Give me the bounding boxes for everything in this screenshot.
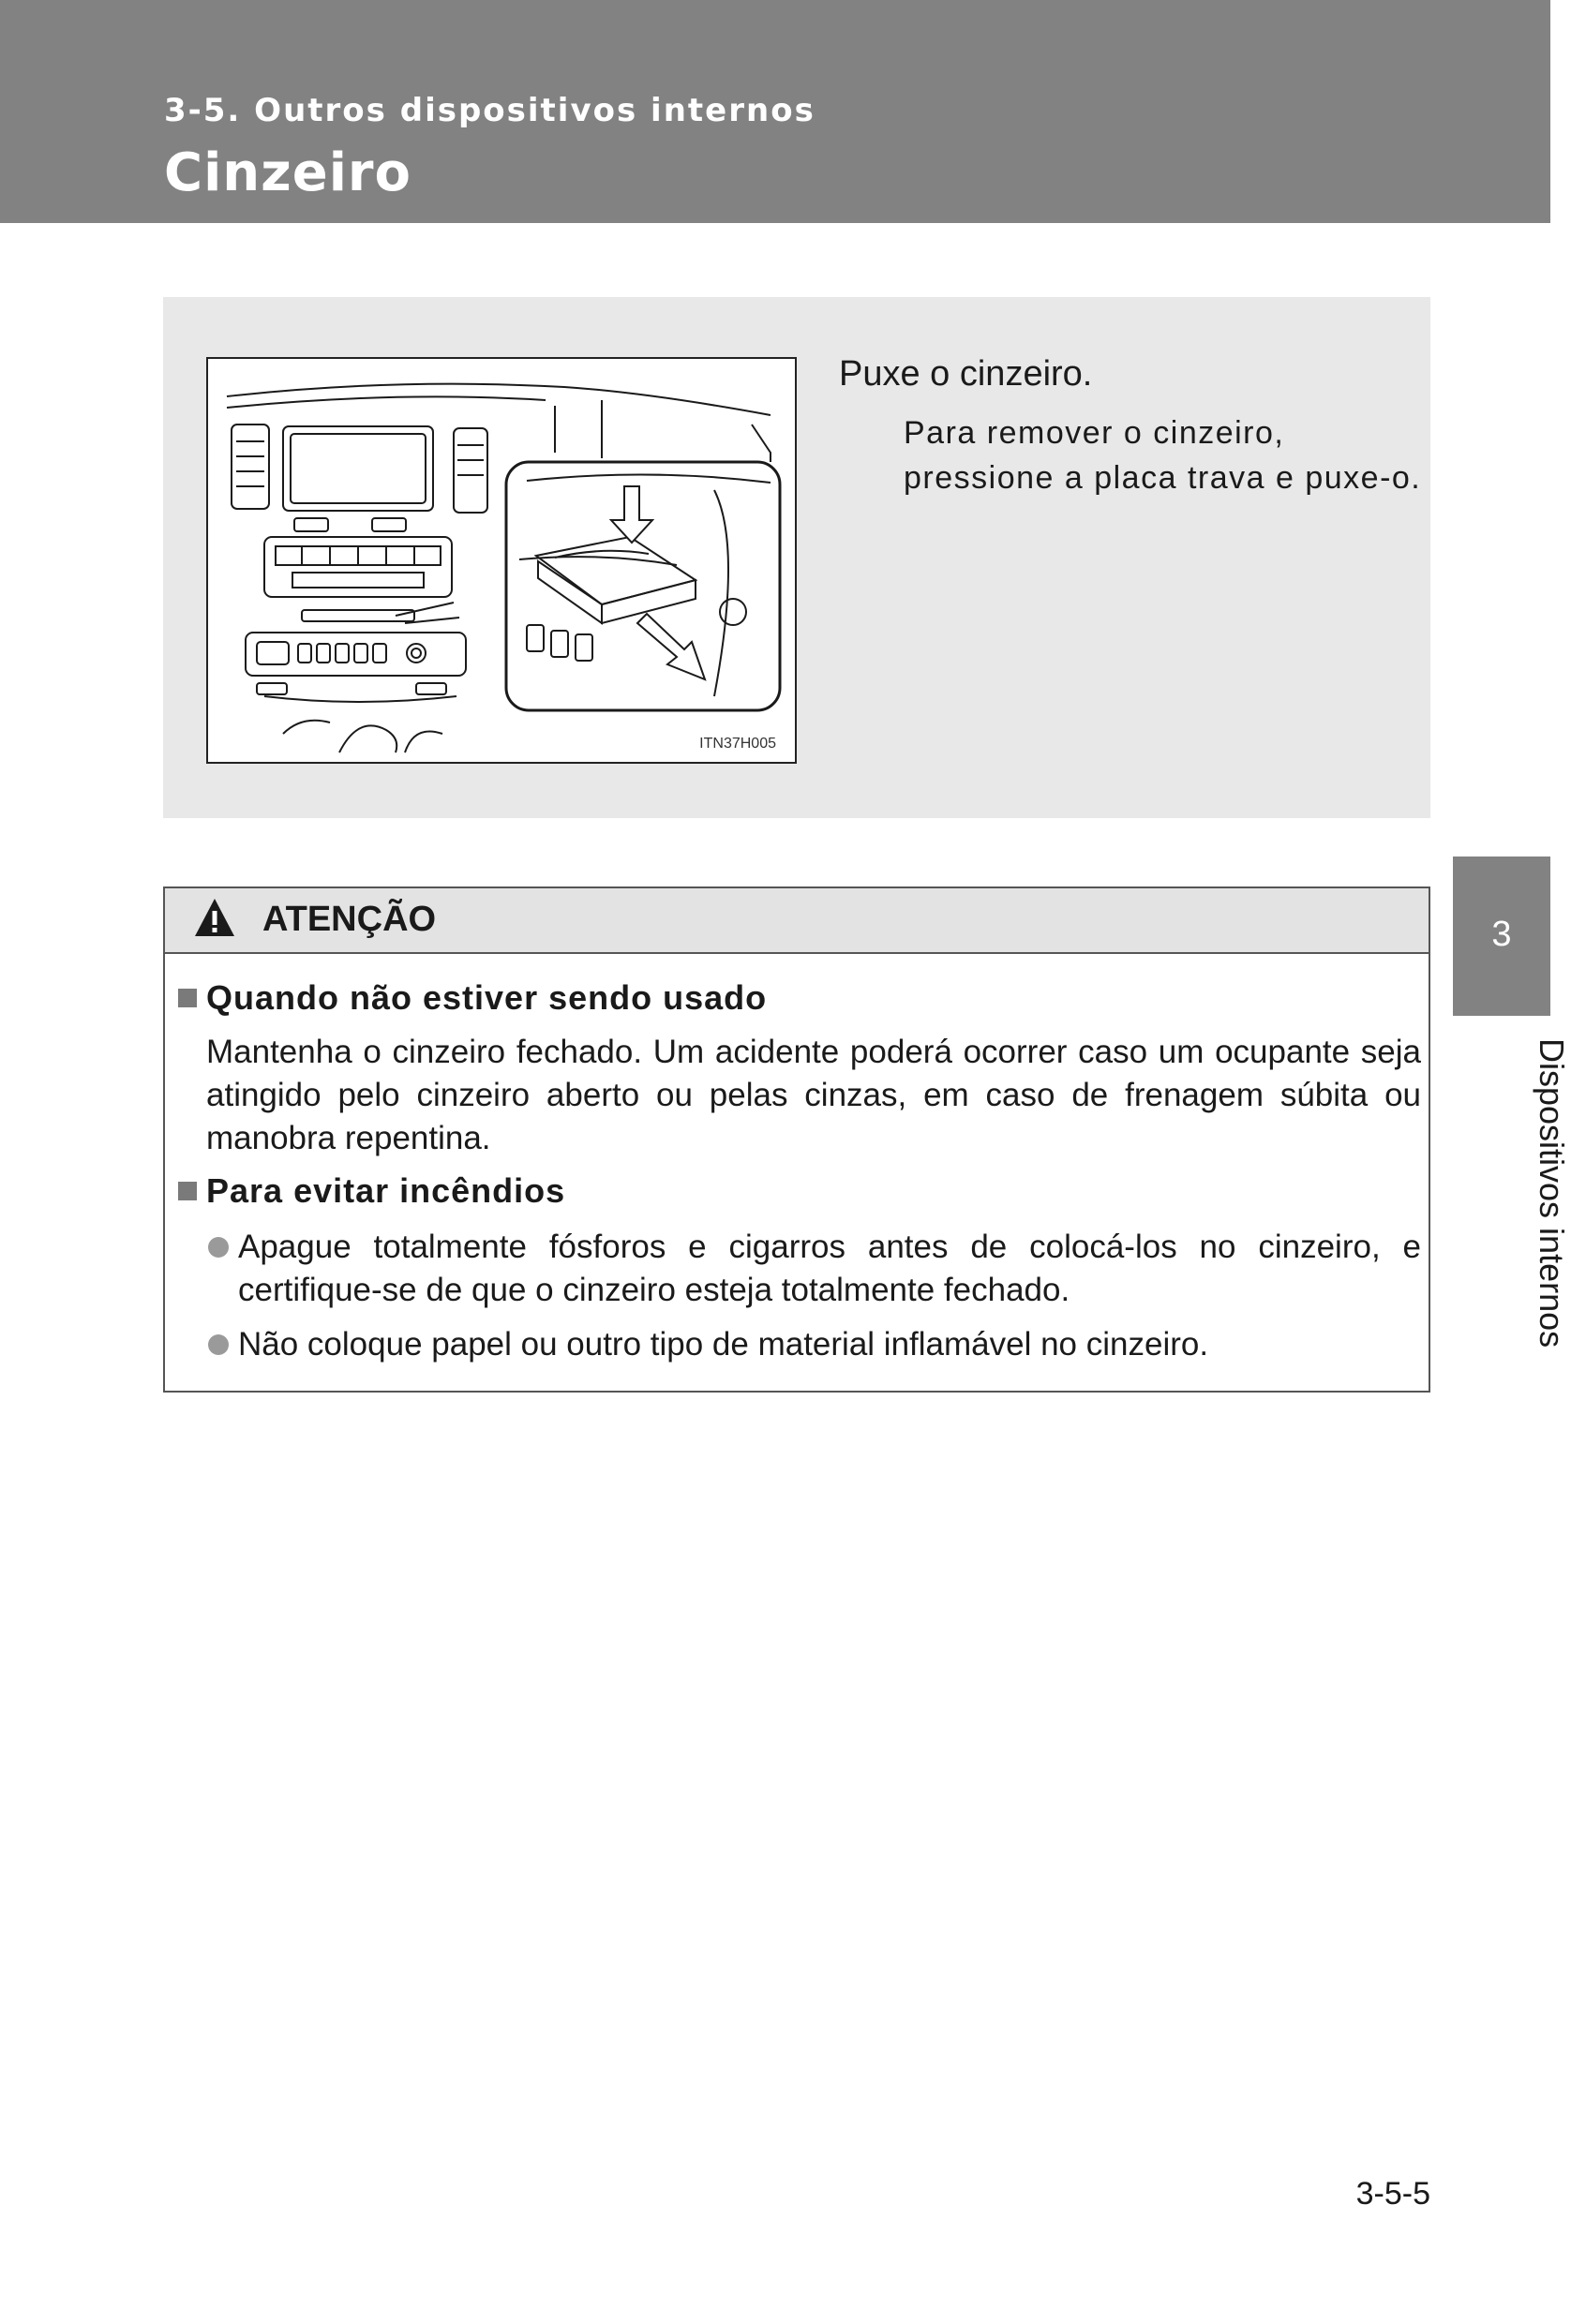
warning-bullet-text: Não coloque papel ou outro tipo de material inflamável no cinzeiro. [238, 1326, 1209, 1363]
warning-box [163, 886, 1430, 1393]
warning-bullet [206, 1226, 1421, 1312]
warning-heading-text: Para evitar incêndios [206, 1171, 566, 1210]
round-bullet-icon [208, 1237, 229, 1258]
warning-bullet [206, 1323, 1421, 1366]
figure-code: ITN37H005 [699, 736, 776, 752]
warning-triangle-icon [193, 896, 236, 939]
warning-heading-text: Quando não estiver sendo usado [206, 978, 768, 1017]
instruction-detail: Para remover o cinzeiro, pressione a placa trava e puxe-o. [904, 415, 1422, 496]
chapter-tab [1453, 857, 1550, 1016]
warning-bullet-text: Apague totalmente fósforos e cigarros antes de colocá-los no cinzeiro, e certifique-se de que o cinzeiro esteja totalmente fechado. [238, 1229, 1421, 1308]
chapter-label: Dispositivos internos [1533, 1038, 1571, 1348]
section-label: 3-5. Outros dispositivos internos [164, 92, 815, 129]
warning-paragraph: Mantenha o cinzeiro fechado. Um acidente poderá ocorrer caso um ocupante seja atingido pelo cinzeiro aberto ou pelas cinzas, em caso de frenagem súbita ou manobra repentina. [206, 1034, 1421, 1156]
chapter-number: 3 [1491, 915, 1512, 954]
square-bullet-icon [178, 1182, 197, 1200]
warning-heading-avoid-fires [178, 1171, 565, 1211]
page-title: Cinzeiro [164, 142, 412, 203]
page-number: 3-5-5 [1355, 2176, 1430, 2212]
warning-heading-not-in-use [178, 978, 767, 1018]
instruction-title: Puxe o cinzeiro. [839, 354, 1093, 394]
square-bullet-icon [178, 989, 197, 1007]
dashboard-drawing [208, 359, 795, 762]
header-band [0, 0, 1550, 223]
ashtray-illustration [206, 357, 797, 764]
warning-title: ATENÇÃO [262, 900, 437, 939]
warning-header [165, 888, 1429, 954]
round-bullet-icon [208, 1334, 229, 1355]
